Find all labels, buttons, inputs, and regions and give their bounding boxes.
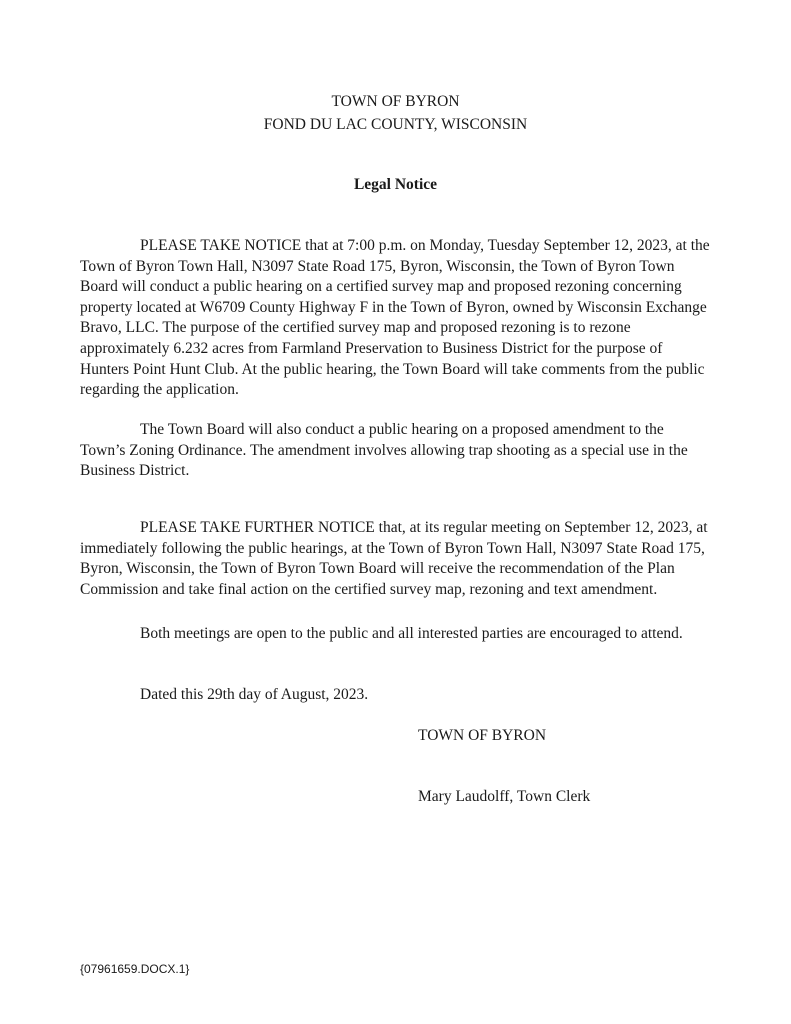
paragraph-hearing-notice: PLEASE TAKE NOTICE that at 7:00 p.m. on Monday, Tuesday September 12, 2023, at the Town of Byron Town Hall, N3097 State Road 175, Byron, Wisconsin, the Town of Byron Town Board will conduct a public hearing on a certified survey map and proposed rezoning concerning property located at W6709 County Highway F in the Town of Byron, owned by Wisconsin Exchange Bravo, LLC. The purpose of the certified survey map and proposed rezoning is to rezone approximately 6.232 acres from Farmland Preservation to Business District for the purpose of Hunters Point Hunt Club. At the public hearing, the Town Board will take comments from the public regarding the application. — [80, 237, 710, 399]
paragraph-open-meetings: Both meetings are open to the public and all interested parties are encouraged to attend. — [140, 625, 683, 642]
notice-title: Legal Notice — [353, 176, 438, 193]
paragraph-amendment-hearing: The Town Board will also conduct a public hearing on a proposed amendment to the Town’s Zoning Ordinance. The amendment involves allowing trap shooting as a special use in the Business District. — [80, 421, 688, 480]
footer-document-id: {07961659.DOCX.1} — [80, 962, 190, 976]
paragraph-further-notice: PLEASE TAKE FURTHER NOTICE that, at its regular meeting on September 12, 2023, at immediately following the public hearings, at the Town of Byron Town Hall, N3097 State Road 175, Byron, Wisconsin, the Town of Byron Town Board will receive the recommendation of the Plan Commission and take final action on the certified survey map, rezoning and text amendment. — [80, 519, 708, 598]
header-town-name: TOWN OF BYRON — [331, 93, 460, 110]
header-county-state: FOND DU LAC COUNTY, WISCONSIN — [263, 116, 528, 133]
paragraph-dated: Dated this 29th day of August, 2023. — [140, 686, 369, 703]
signature-clerk: Mary Laudolff, Town Clerk — [418, 788, 591, 805]
signature-town: TOWN OF BYRON — [418, 727, 547, 744]
